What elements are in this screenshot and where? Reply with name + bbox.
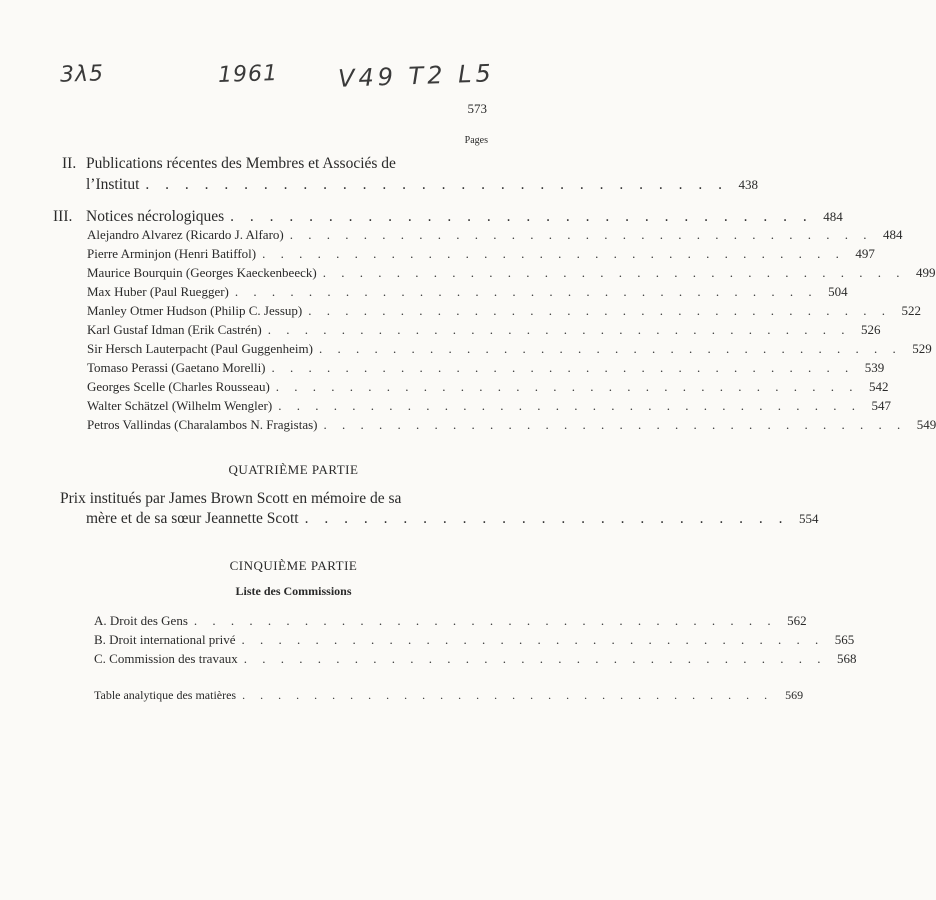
commission-label: A. Droit des Gens [94,613,188,628]
leader-dots: . . . . . . . . . . . . . . . . . . . . . . . . . [304,510,789,527]
list-item [87,379,889,395]
leader-dots: . . . . . . . . . . . . . . . . . . . . . . . . . . . . . . . . [193,613,777,628]
entry-page: 499 [915,265,936,280]
part-4-row [86,510,819,528]
list-item [94,632,855,648]
entry-label: Alejandro Alvarez (Ricardo J. Alfaro) [87,227,284,242]
list-item [87,265,936,281]
list-item [87,303,921,319]
entry-page: 529 [912,341,932,356]
pages-label: Pages [464,135,488,146]
entry-label: Walter Schätzel (Wilhelm Wengler) [87,398,273,413]
leader-dots: . . . . . . . . . . . . . . . . . . . . . . . . . . . . . . . . [278,398,861,413]
leader-dots: . . . . . . . . . . . . . . . . . . . . . . . . . . . . . . [230,208,813,225]
entry-label: Sir Hersch Lauterpacht (Paul Guggenheim) [87,341,313,356]
list-item [87,227,903,243]
entry-page: 484 [882,227,903,242]
list-item [94,613,807,629]
leader-dots: . . . . . . . . . . . . . . . . . . . . . . . . . . . . . . . . [271,360,855,375]
section-2-roman: II. [62,155,77,172]
section-3-row [86,208,843,226]
leader-dots: . . . . . . . . . . . . . . . . . . . . . . . . . . . . . . . . [322,265,906,280]
handwritten-note-3: V49 T2 L5 [337,59,496,93]
part-4-line1: Prix institués par James Brown Scott en mémoire de sa [60,490,402,507]
leader-dots: . . . . . . . . . . . . . . . . . . . . . . . . . . . . . . . . [234,284,818,299]
entry-label: Georges Scelle (Charles Rousseau) [87,379,270,394]
list-item [87,322,881,338]
leader-dots: . . . . . . . . . . . . . . . . . . . . . . . . . . . . . . . . [243,651,827,666]
list-item [87,360,885,376]
commission-label: B. Droit international privé [94,632,236,647]
part-4-line2: mère et de sa sœur Jeannette Scott [86,510,299,527]
list-item [87,341,932,357]
section-3-page: 484 [823,209,843,224]
part-5-subheading: Liste des Commissions [235,584,352,598]
commission-page: 565 [834,632,855,647]
list-item [87,246,875,262]
section-2-row [86,176,759,194]
list-item [87,398,891,414]
entry-page: 497 [855,246,875,261]
handwritten-note-1: 3λ5 [59,61,105,88]
entry-label: Tomaso Perassi (Gaetano Morelli) [87,360,266,375]
leader-dots: . . . . . . . . . . . . . . . . . . . . . . . . . . . . . . . . [241,632,825,647]
section-3-roman: III. [53,208,73,225]
part-4-page: 554 [799,511,819,526]
section-2-line2: l’Institut [86,176,140,193]
list-item [87,417,936,433]
leader-dots: . . . . . . . . . . . . . . . . . . . . . . . . . . . . . . . . [289,227,873,242]
leader-dots: . . . . . . . . . . . . . . . . . . . . . . . . . . . . . . . . [323,417,907,432]
part-4-heading: QUATRIÈME PARTIE [228,462,359,477]
entry-page: 542 [869,379,889,394]
leader-dots: . . . . . . . . . . . . . . . . . . . . . . . . . . . . . . . . [262,246,845,261]
leader-dots: . . . . . . . . . . . . . . . . . . . . . . . . . . . . . . . . [275,379,859,394]
table-analytique-row [94,688,804,703]
entry-page: 539 [864,360,885,375]
entry-label: Petros Vallindas (Charalambos N. Fragistas) [87,417,318,432]
page-number: 573 [467,101,487,116]
entry-page: 504 [828,284,848,299]
entry-label: Manley Otmer Hudson (Philip C. Jessup) [87,303,303,318]
leader-dots: . . . . . . . . . . . . . . . . . . . . . . . . . . . . . . [145,176,729,193]
entry-label: Maurice Bourquin (Georges Kaeckenbeeck) [87,265,317,280]
section-2-line1: Publications récentes des Membres et Associés de [86,155,396,172]
entry-page: 522 [901,303,921,318]
section-2-page: 438 [738,177,759,192]
commission-label: C. Commission des travaux [94,651,238,666]
entry-page: 526 [860,322,881,337]
table-analytique-page: 569 [785,688,804,702]
commission-page: 568 [836,651,857,666]
entry-page: 547 [871,398,891,413]
handwritten-note-2: 1961 [217,60,279,89]
leader-dots: . . . . . . . . . . . . . . . . . . . . . . . . . . . . . . . . [308,303,891,318]
table-analytique-label: Table analytique des matières [94,688,237,702]
section-3-title: Notices nécrologiques [86,208,225,225]
entry-label: Pierre Arminjon (Henri Batiffol) [87,246,257,261]
leader-dots: . . . . . . . . . . . . . . . . . . . . . . . . . . . . . . [242,688,774,702]
part-5-heading: CINQUIÈME PARTIE [229,558,358,573]
entry-label: Max Huber (Paul Ruegger) [87,284,229,299]
commission-page: 562 [787,613,807,628]
list-item [87,284,848,300]
leader-dots: . . . . . . . . . . . . . . . . . . . . . . . . . . . . . . . . [318,341,902,356]
entry-label: Karl Gustaf Idman (Erik Castrén) [87,322,262,337]
list-item [94,651,857,667]
leader-dots: . . . . . . . . . . . . . . . . . . . . . . . . . . . . . . . . [267,322,851,337]
entry-page: 549 [916,417,936,432]
